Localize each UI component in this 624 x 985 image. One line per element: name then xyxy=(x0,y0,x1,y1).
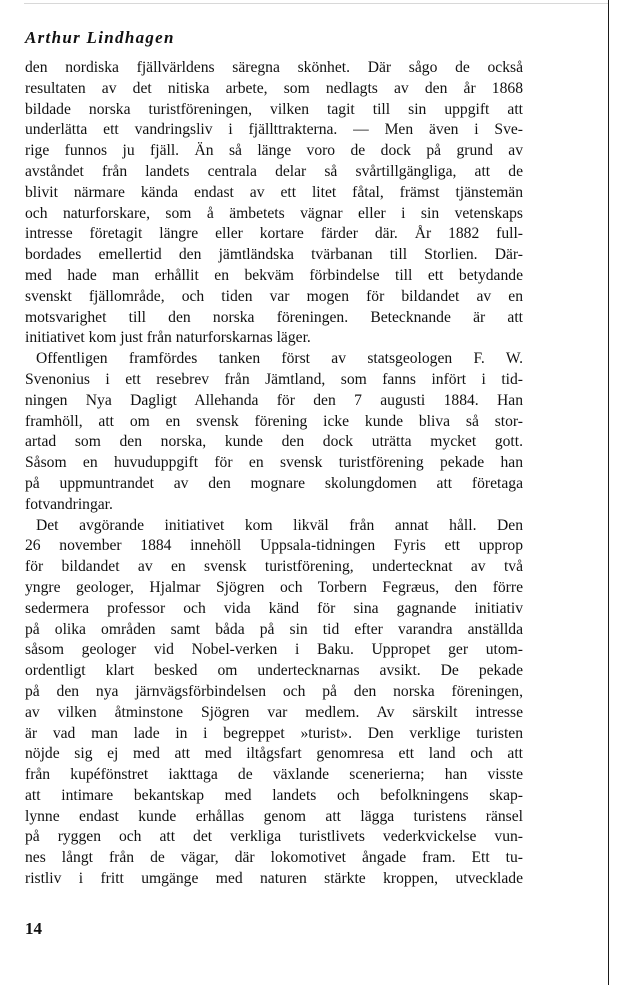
text-line: att intimare bekantskap med landets och befolkningens skap- xyxy=(25,786,523,804)
top-edge-rule xyxy=(24,3,608,4)
text-line: för bildandet av en svensk turistförening, undertecknat av två xyxy=(25,558,523,576)
text-line: den nordiska fjällvärldens säregna skönhet. Där sågo de också xyxy=(25,59,523,76)
text-line: är vad man lade in i begreppet »turist». Den verklige turisten xyxy=(25,724,523,742)
text-line: på ryggen och att det verkliga turistlivets vederkvickelse vun- xyxy=(25,828,523,846)
text-line: underlätta ett vandringsliv i fjällttrakterna. — Men även i Sve- xyxy=(25,121,523,139)
text-line: resultaten av det nitiska arbete, som nedlagts av den år 1868 xyxy=(25,79,523,97)
text-line: blivit närmare kända endast av ett litet fåtal, främst tjänstemän xyxy=(25,183,523,201)
text-line: av vilken åtminstone Sjögren var medlem. Av särskilt intresse xyxy=(25,703,523,721)
text-line: sedermera professor och vida känd för sina gagnande initiativ xyxy=(25,599,523,617)
text-line: 26 november 1884 innehöll Uppsala-tidningen Fyris ett upprop xyxy=(25,537,523,555)
text-line: bordades emellertid den jämtländska tvärbanan till Storlien. Där- xyxy=(25,246,523,264)
text-line: nöjde sig ej med att med iltågsfart genomresa ett land och att xyxy=(25,745,523,763)
paragraph-start-line: Det avgörande initiativet kom likväl från annat håll. Den xyxy=(36,516,523,534)
text-line: bildade norska turistföreningen, vilken tagit till sin uppgift att xyxy=(25,100,523,118)
text-line: Såsom en huvuduppgift för en svensk turistförening pekade han xyxy=(25,454,523,472)
body-text xyxy=(25,58,523,890)
paragraph-end-line: initiativet kom just från naturforskarnas läger. xyxy=(25,329,311,347)
text-line: såsom geologer vid Nobel-verken i Baku. Uppropet ger utom- xyxy=(25,641,523,659)
page-edge-rule xyxy=(608,0,609,985)
text-line: och naturforskare, som å ämbetets vägnar eller i sin vetenskaps xyxy=(25,204,523,222)
text-line: nes långt från de vägar, där lokomotivet ångade fram. Ett tu- xyxy=(25,849,523,867)
text-line: med hade man erhållit en bekväm förbindelse till ett betydande xyxy=(25,266,523,284)
text-line: på uppmuntrandet av den mognare skolungdomen att företaga xyxy=(25,474,523,492)
text-line: från kupéfönstret iakttaga de växlande scenerierna; han visste xyxy=(25,766,523,784)
running-title: Arthur Lindhagen xyxy=(25,28,175,47)
text-line: på olika områden samt båda på sin tid efter varandra anställda xyxy=(25,620,523,638)
text-line: rige funnos ju fjäll. Än så länge voro de dock på grund av xyxy=(25,142,523,160)
text-line: på den nya järnvägsförbindelsen och på den norska föreningen, xyxy=(25,682,523,700)
paragraph-end-line: fotvandringar. xyxy=(25,495,113,513)
text-line: Svenonius i ett resebrev från Jämtland, som fanns infört i tid- xyxy=(25,370,523,388)
text-line: lynne endast kunde erhållas genom att lägga turistens ränsel xyxy=(25,807,523,825)
text-line: motsvarighet till den norska föreningen. Betecknande är att xyxy=(25,308,523,326)
text-line: svenskt fjällområde, och tiden var mogen för bildandet av en xyxy=(25,287,523,305)
page-number: 14 xyxy=(25,919,42,938)
text-line: ordentligt klart besked om undertecknarnas avsikt. De pekade xyxy=(25,662,523,680)
paragraph-start-line: Offentligen framfördes tanken först av statsgeologen F. W. xyxy=(36,350,523,368)
text-line: avståndet från landets centrala delar så svårtillgängliga, att de xyxy=(25,162,523,180)
text-line: artad som den norska, kunde den dock uträtta mycket gott. xyxy=(25,433,523,451)
text-line: yngre geologer, Hjalmar Sjögren och Torbern Fegræus, den förre xyxy=(25,578,523,596)
text-line: intresse företagit längre eller kortare färder där. År 1882 full- xyxy=(25,225,523,243)
text-line: framhöll, att om en svensk förening icke kunde bliva så stor- xyxy=(25,412,523,430)
text-line: ningen Nya Dagligt Allehanda för den 7 augusti 1884. Han xyxy=(25,391,523,409)
text-line: ristliv i fritt umgänge med naturen stärkte kroppen, utvecklade xyxy=(25,870,523,888)
